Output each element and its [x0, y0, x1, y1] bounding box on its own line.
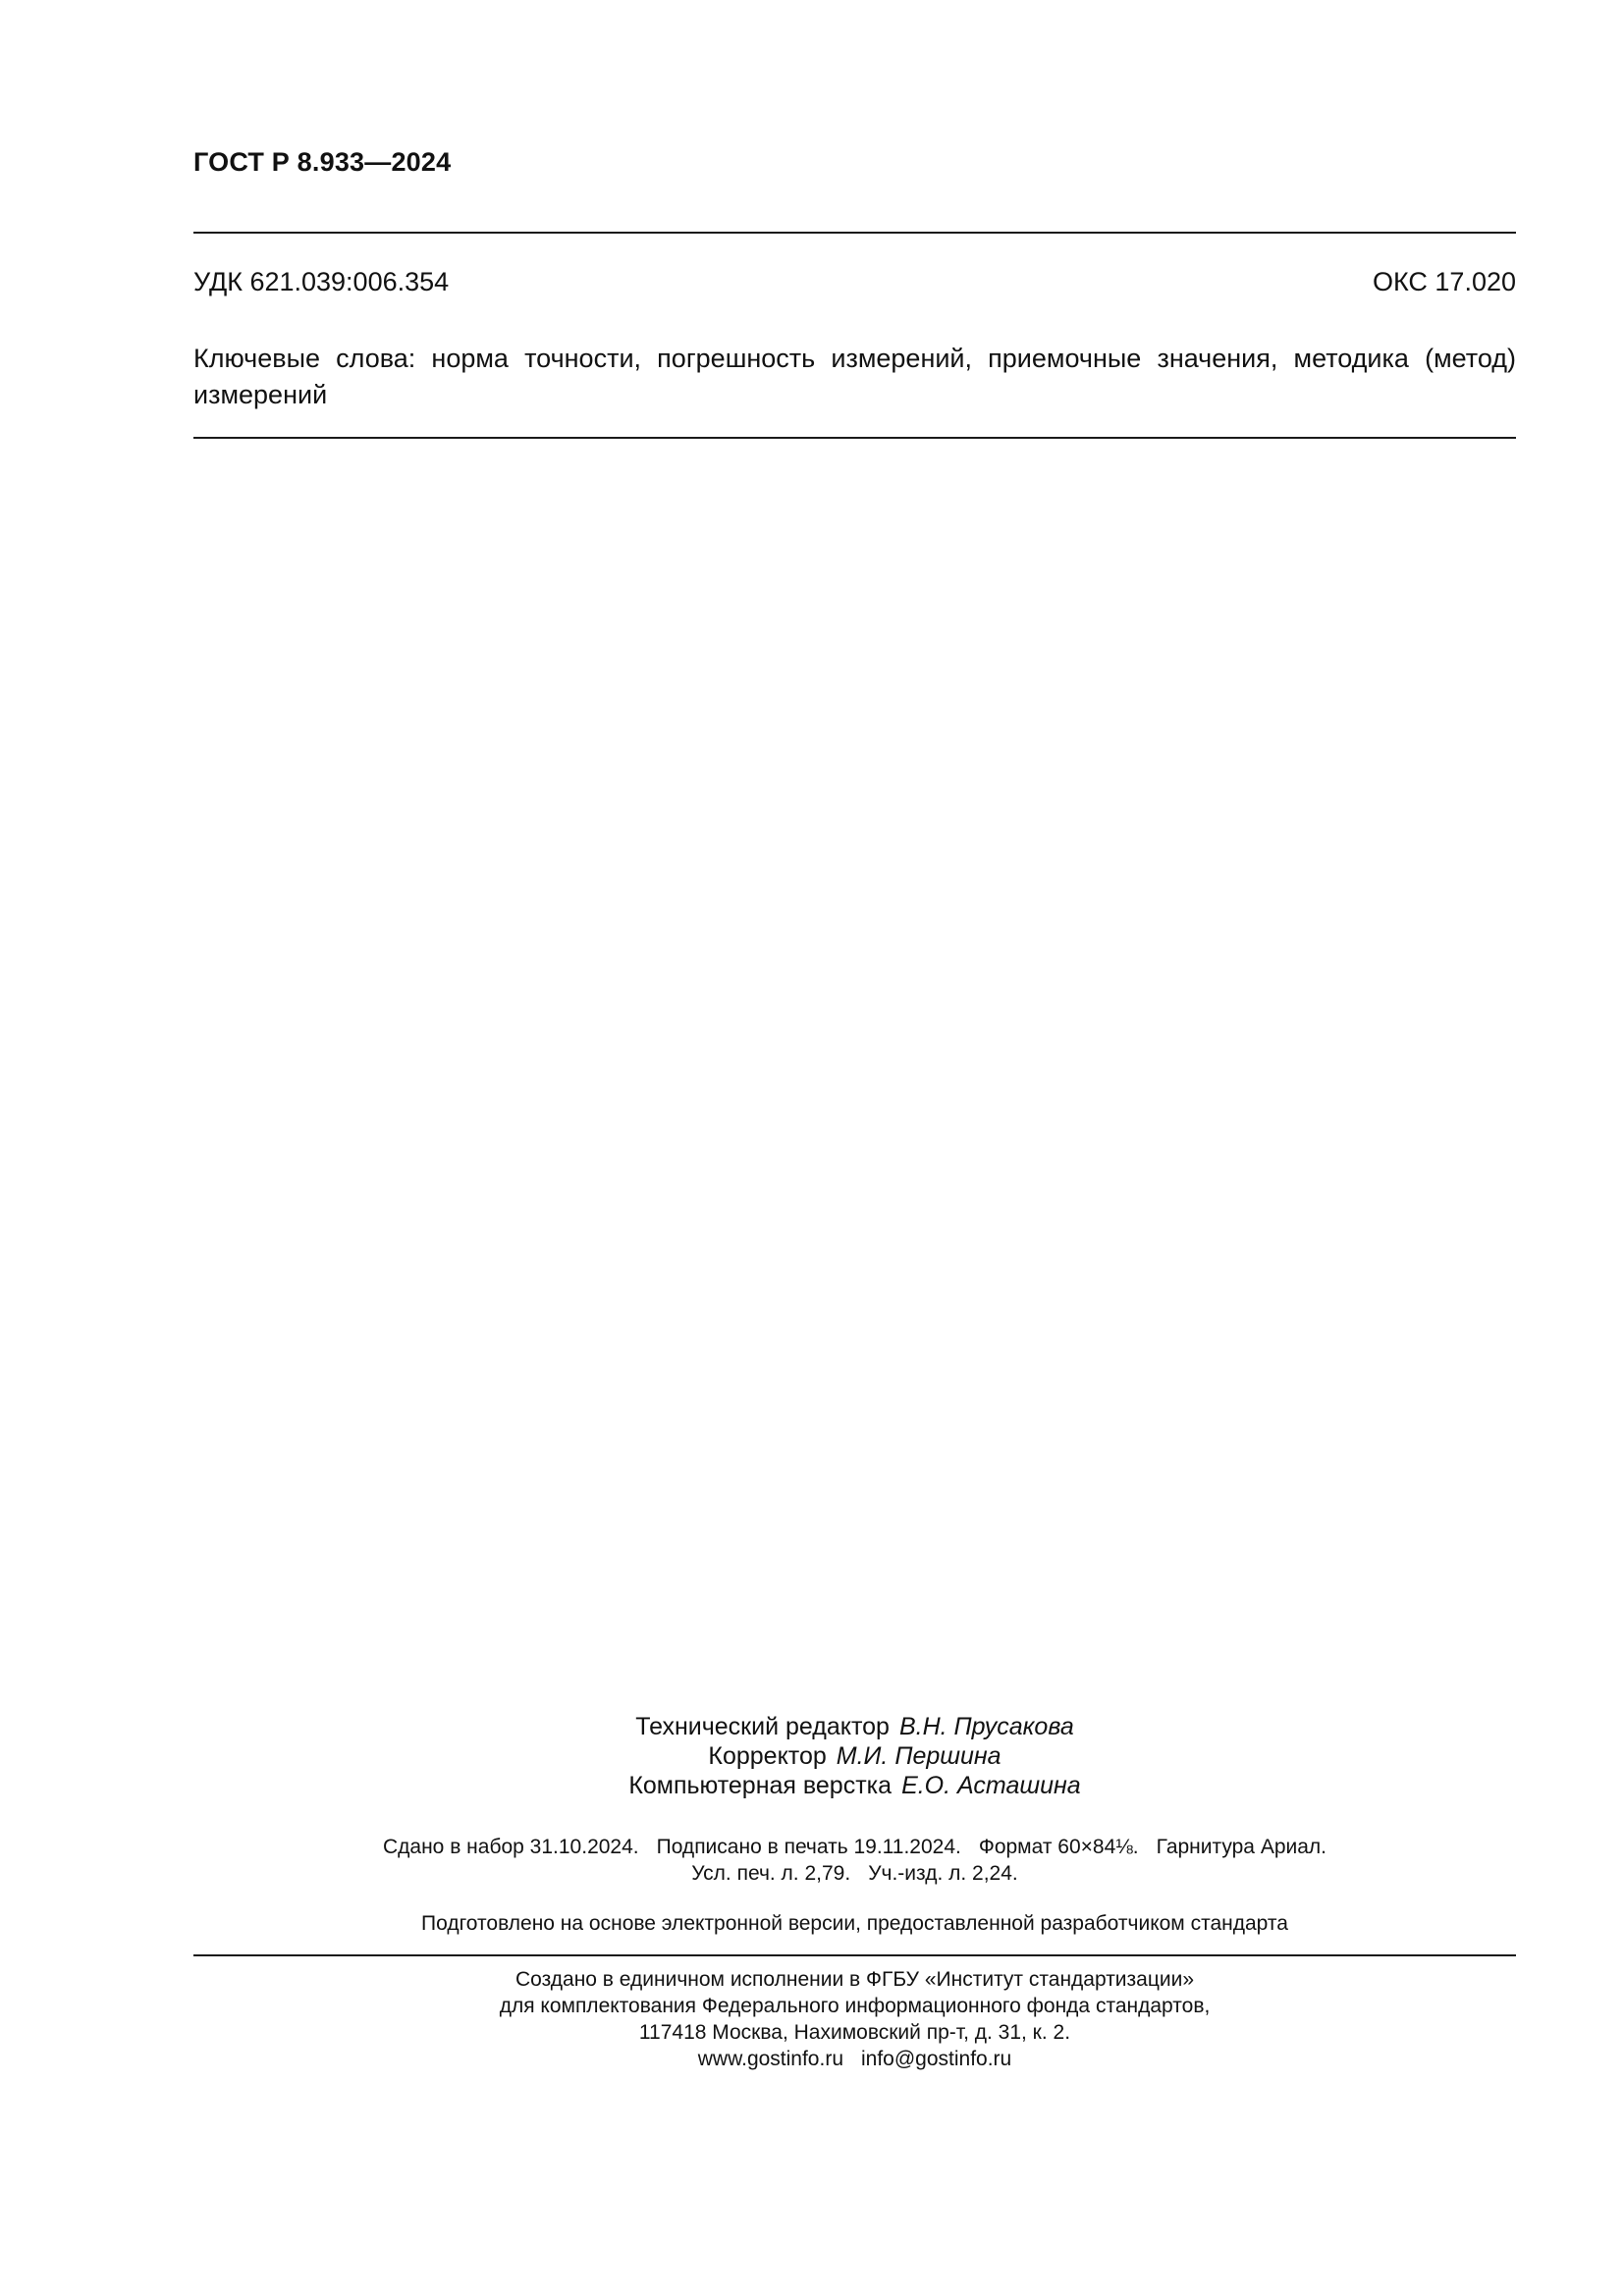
contacts-line — [193, 2046, 1516, 2072]
created-line-2: для комплектования Федерального информационного фонда стандартов, — [499, 1995, 1211, 2017]
credits-block — [193, 1712, 1516, 1800]
udk-code: УДК 621.039:006.354 — [193, 267, 450, 296]
corrector-name: М.И. Першина — [836, 1742, 1001, 1770]
document-number: ГОСТ Р 8.933—2024 — [193, 147, 452, 177]
corrector-label: Корректор — [708, 1742, 827, 1770]
keywords: Ключевые слова: норма точности, погрешность измерений, приемочные значения, методика (метод) измерений — [193, 344, 1516, 409]
paper-format: Формат 60×84⅛. — [978, 1836, 1139, 1858]
layout-name: Е.О. Асташина — [901, 1772, 1081, 1799]
typeset-date: Сдано в набор 31.10.2024. — [382, 1836, 639, 1858]
print-info-line-2 — [193, 1860, 1516, 1887]
keywords-divider — [193, 437, 1516, 439]
created-info — [193, 1966, 1516, 2072]
layout-line — [193, 1771, 1516, 1800]
email-link[interactable]: info@gostinfo.ru — [861, 2048, 1012, 2070]
layout-label: Компьютерная верстка — [628, 1772, 893, 1799]
corrector-line — [193, 1741, 1516, 1771]
publication-sheets: Уч.-изд. л. 2,24. — [868, 1862, 1018, 1885]
tech-editor-name: В.Н. Прусакова — [898, 1713, 1074, 1740]
print-sheets: Усл. печ. л. 2,79. — [691, 1862, 851, 1885]
created-line-1: Создано в единичном исполнении в ФГБУ «Институт стандартизации» — [514, 1968, 1195, 1991]
top-divider — [193, 232, 1516, 234]
signed-date: Подписано в печать 19.11.2024. — [656, 1836, 961, 1858]
print-info-line-1 — [193, 1834, 1516, 1860]
created-line-3: 117418 Москва, Нахимовский пр-т, д. 31, к. 2. — [638, 2021, 1071, 2044]
website-link[interactable]: www.gostinfo.ru — [697, 2048, 843, 2070]
prepared-note: Подготовлено на основе электронной версии, предоставленной разработчиком стандарта — [421, 1912, 1288, 1935]
tech-editor-line — [193, 1712, 1516, 1741]
typeface: Гарнитура Ариал. — [1156, 1836, 1326, 1858]
oks-code: ОКС 17.020 — [1372, 267, 1516, 296]
tech-editor-label: Технический редактор — [635, 1713, 890, 1740]
footer-divider — [193, 1954, 1516, 1956]
print-info — [193, 1834, 1516, 1887]
